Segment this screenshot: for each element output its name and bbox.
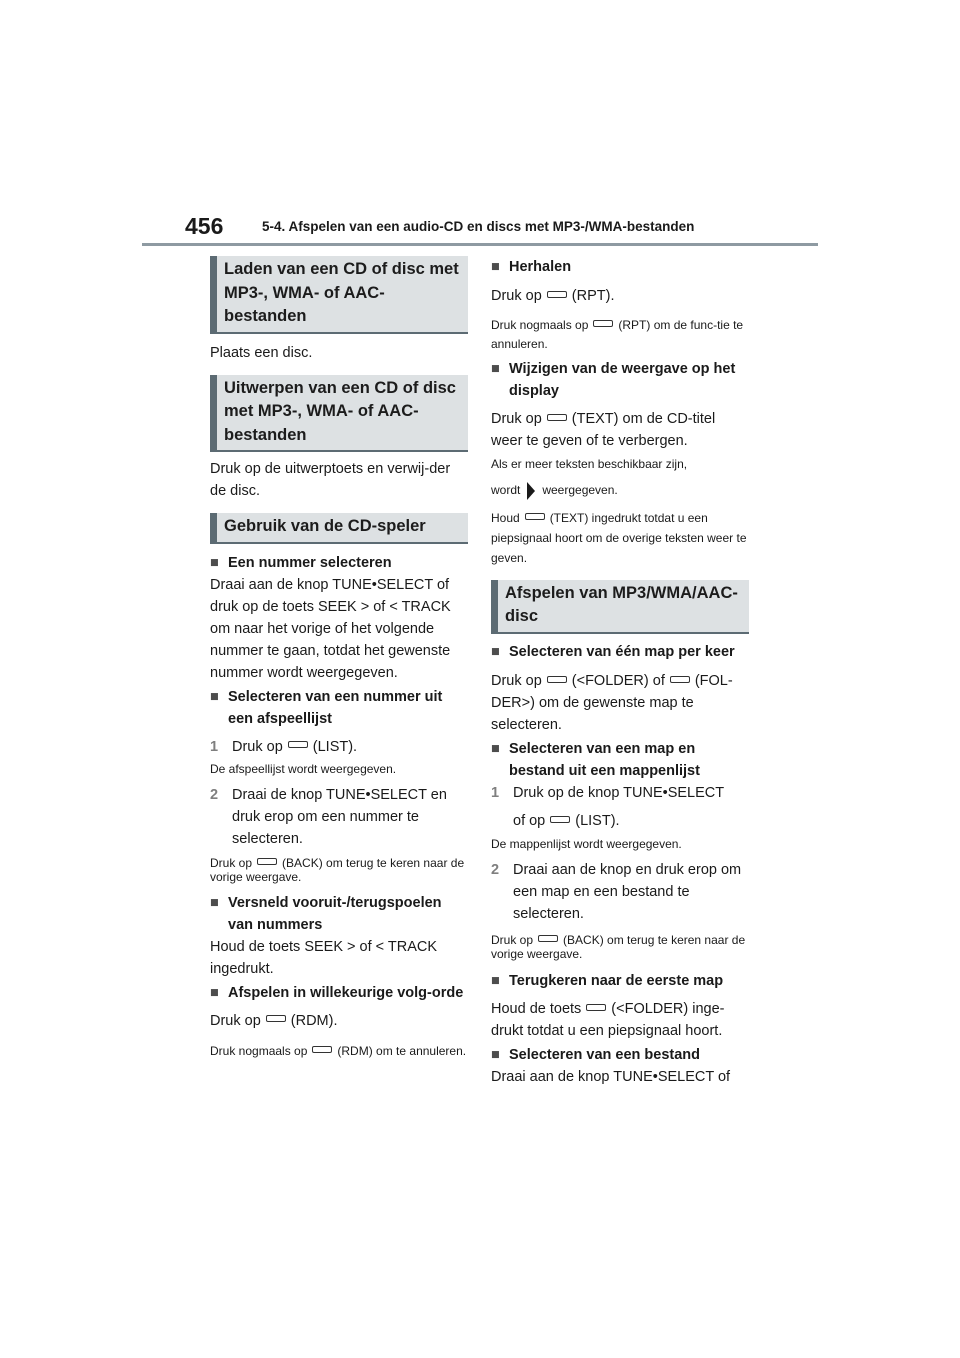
button-icon [593,320,613,327]
note-folderlist: De mappenlijst wordt weergegeven. [491,836,682,851]
heading-ffrew: ■ Versneld vooruit-/terugspoelen van nummers [210,892,468,936]
heading-display: ■ Wijzigen van de weergave op het display [491,358,749,402]
playlist-step-1: 1 Druk op (LIST). [210,738,358,755]
chapter-title: 5-4. Afspelen van een audio-CD en discs met MP3-/WMA-bestanden [262,219,695,234]
heading-repeat: ■ Herhalen [491,256,749,278]
button-icon [547,676,567,683]
square-bullet-icon: ■ [210,554,219,571]
note-more-texts: Als er meer teksten beschikbaar zijn, [491,457,688,471]
button-icon [547,414,567,421]
button-icon [586,1004,606,1011]
repeat-text: Druk op (RPT). [491,288,615,304]
random-text: Druk op (RDM). [210,1012,338,1029]
ffrew-text: Houd de toets SEEK > of < TRACK ingedrukt. [210,938,438,977]
heading-playlist: ■ Selecteren van een nummer uit een afspeellijst [210,686,468,730]
folder-step-1-cont: of op (LIST). [513,812,620,829]
select-track-text: Draai aan de knop TUNE•SELECT of druk op de toets SEEK > of < TRACK om naar het vorige of het volgende nummer te gaan, totdat het gewenste nummer wordt weergegeven. [210,576,451,681]
folder-step-1: 1 Druk op de knop TUNE•SELECT [491,784,725,801]
note-back: Druk op (BACK) om terug te keren naar de vorige weergave. [210,855,465,884]
note-hold: Houd (TEXT) ingedrukt totdat u een piepsignaal hoort om de overige teksten weer te geven. [491,510,747,565]
square-bullet-icon: ■ [491,1046,500,1063]
square-bullet-icon: ■ [210,894,219,911]
button-icon [538,935,558,942]
square-bullet-icon: ■ [491,740,500,757]
page-number: 456 [185,213,224,239]
folder-text: Druk op (<FOLDER) of (FOL-DER>) om de gewenste map te selecteren. [491,672,733,733]
eject-text: Druk op de uitwerptoets en verwij-der de disc. [210,461,451,499]
playlist-step-2: 2 Draai de knop TUNE•SELECT en druk erop om een nummer te selecteren. [210,786,447,847]
heading-first-folder: ■ Terugkeren naar de eerste map [491,970,749,992]
heading-file: ■ Selecteren van een bestand [491,1044,749,1066]
heading-folder: ■ Selecteren van één map per keer [491,641,749,663]
square-bullet-icon: ■ [491,259,500,275]
square-bullet-icon: ■ [491,643,500,660]
header-rule [142,243,818,246]
note-back-right: Druk op (BACK) om terug te keren naar de vorige weergave. [491,932,746,961]
square-bullet-icon: ■ [491,361,500,377]
page-header [0,0,960,250]
square-bullet-icon: ■ [210,984,219,1001]
display-text: Druk op (TEXT) om de CD-titel weer te geven of te verbergen. [491,411,716,449]
note-repeat: Druk nogmaals op (RPT) om de func-tie te annuleren. [491,318,744,351]
square-bullet-icon: ■ [210,688,219,705]
note-playlist: De afspeellijst wordt weergegeven. [210,761,397,776]
first-folder-text: Houd de toets (<FOLDER) inge-drukt totdat u een piepsignaal hoort. [491,1000,725,1039]
heading-select-track: ■ Een nummer selecteren [210,552,468,574]
file-text: Draai aan de knop TUNE•SELECT of [491,1068,731,1085]
button-icon [547,291,567,298]
button-icon [525,513,545,520]
button-icon [266,1015,286,1022]
section-eject-disc: Uitwerpen van een CD of disc met MP3-, WMA- of AAC-bestanden [210,375,468,453]
heading-random: ■ Afspelen in willekeurige volg-orde [210,982,468,1004]
section-cd-player: Gebruik van de CD-speler [210,513,468,544]
note-random: Druk nogmaals op (RDM) om te annuleren. [210,1043,467,1058]
heading-folder-file: ■ Selecteren van een map en bestand uit een mappenlijst [491,738,749,782]
button-icon [312,1046,332,1053]
right-column [491,256,749,1088]
button-icon [288,741,308,748]
load-text: Plaats een disc. [210,344,313,361]
left-column [210,256,468,1061]
button-icon [257,858,277,865]
folder-step-2: 2 Draai aan de knop en druk erop om een map en een bestand te selecteren. [491,861,742,922]
button-icon [550,816,570,823]
square-bullet-icon: ■ [491,972,500,989]
button-icon [670,676,690,683]
arrow-right-icon [526,480,536,502]
section-load-disc: Laden van een CD of disc met MP3-, WMA- of AAC-bestanden [210,256,468,334]
note-arrow: wordt weergegeven. [491,479,749,502]
section-mp3: Afspelen van MP3/WMA/AAC-disc [491,580,749,634]
